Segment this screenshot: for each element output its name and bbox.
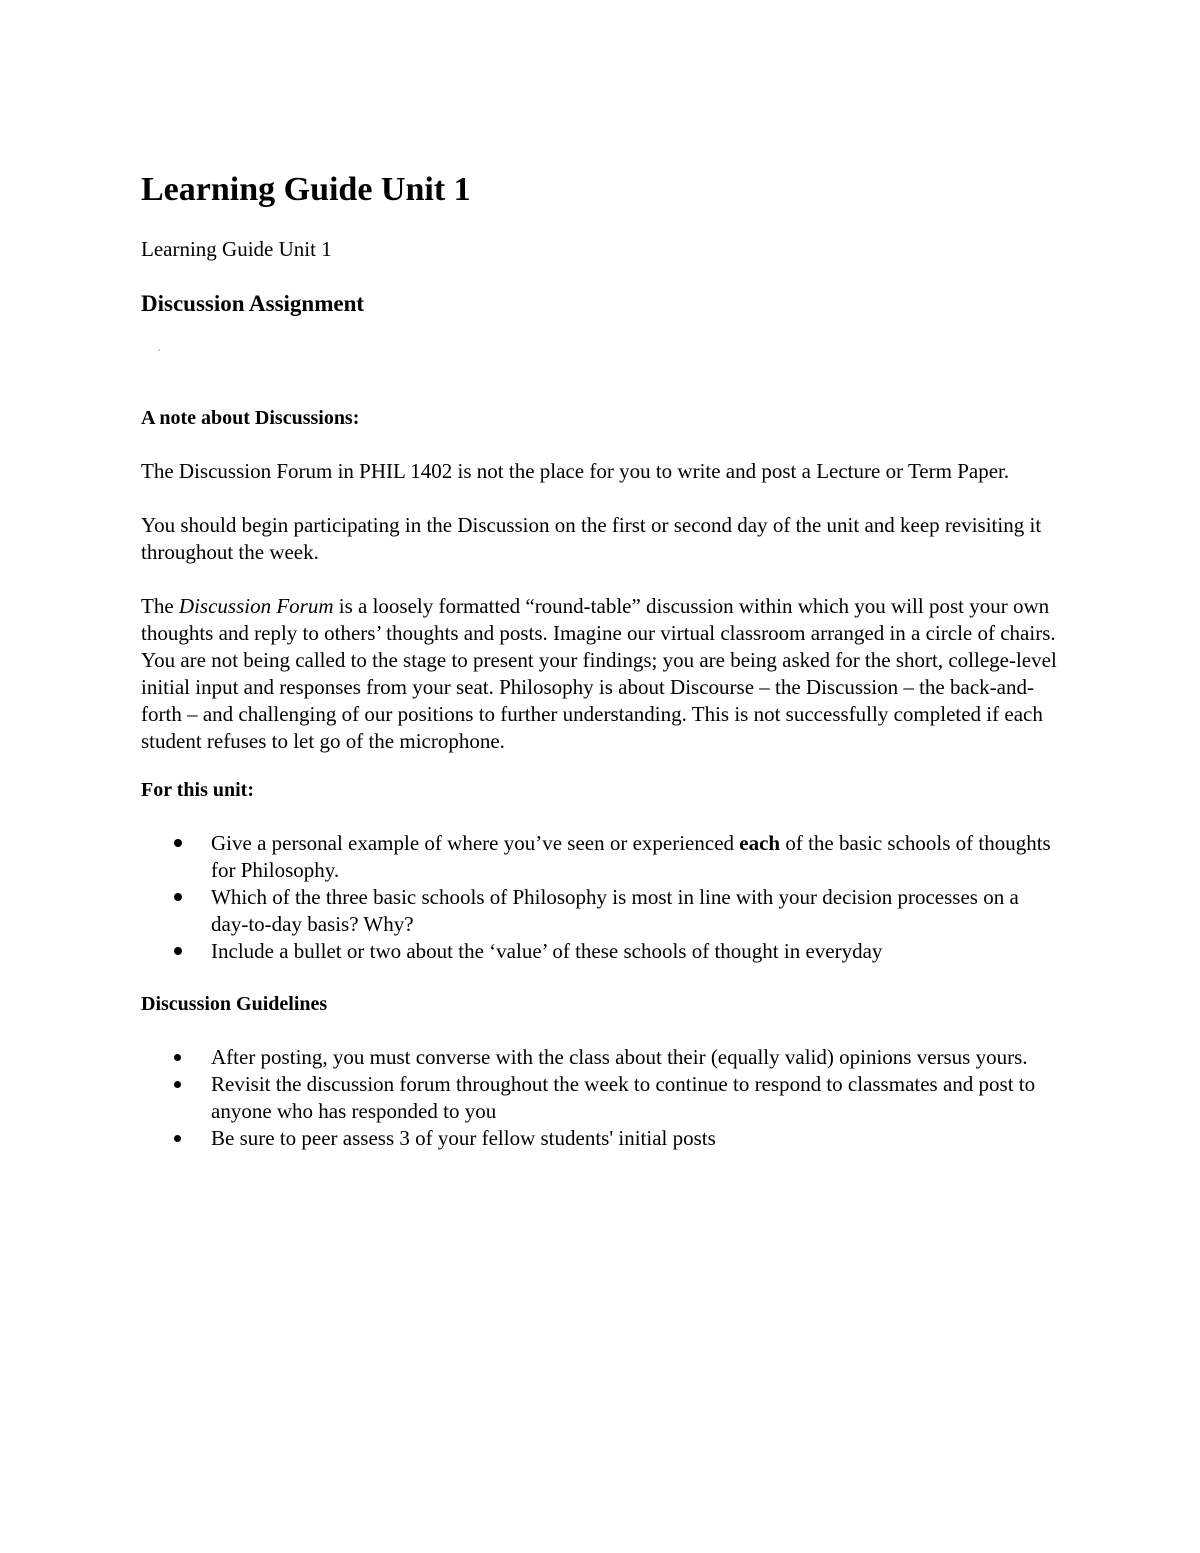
bullet-icon xyxy=(174,839,182,847)
list-item-text: Revisit the discussion forum throughout the week to continue to respond to classmates and post to anyone who has responded to you xyxy=(211,1072,1036,1123)
list-item xyxy=(141,830,1061,884)
section-heading: Discussion Assignment xyxy=(141,291,365,316)
paragraph-italic-term: Discussion Forum xyxy=(178,594,334,618)
bullet-icon xyxy=(174,893,182,901)
list-item-text: After posting, you must converse with the class about their (equally valid) opinions versus yours. xyxy=(211,1045,1028,1069)
list-item xyxy=(141,884,1061,938)
list-item-bold: each xyxy=(739,831,781,855)
list-item xyxy=(141,1044,1061,1071)
guidelines-heading: Discussion Guidelines xyxy=(141,993,328,1015)
bullet-icon xyxy=(174,1135,181,1142)
list-item xyxy=(141,1071,1061,1125)
document-content xyxy=(141,168,1061,1152)
unit-heading: For this unit: xyxy=(141,779,254,801)
guidelines-list xyxy=(141,1044,1061,1152)
bullet-icon xyxy=(174,947,182,955)
paragraph-participation: You should begin participating in the Discussion on the first or second day of the unit and keep revisiting it throughout the week. xyxy=(141,513,1042,564)
paragraph-text-start: The xyxy=(141,594,179,618)
list-item-text: Include a bullet or two about the ‘value’ of these schools of thought in everyday xyxy=(211,939,883,963)
paragraph-text-rest: is a loosely formatted “round-table” discussion within which you will post your own thoughts and reply to others’ thoughts and posts. Imagine our virtual classroom arranged in a circle of chairs. You are not being called to the stage to present your findings; you are being asked for the short, college-level initial input and responses from your seat. Philosophy is about Discourse – the Discussion – the back-and-forth – and challenging of our positions to further understanding. This is not successfully completed if each student refuses to let go of the microphone. xyxy=(141,594,1057,753)
document-subtitle: Learning Guide Unit 1 xyxy=(141,237,332,261)
list-item-text-after: of the basic schools of thoughts for Philosophy. xyxy=(211,831,1051,882)
note-heading: A note about Discussions: xyxy=(141,407,360,429)
image-placeholder-dot xyxy=(158,349,160,351)
list-item-text: Which of the three basic schools of Philosophy is most in line with your decision processes on a day-to-day basis? Why? xyxy=(211,885,1019,936)
list-item xyxy=(141,938,1061,965)
paragraph-forum-description xyxy=(141,593,1061,755)
list-item xyxy=(141,1125,1061,1152)
list-item-text-before: Give a personal example of where you’ve seen or experienced xyxy=(211,831,740,855)
list-item-text: Be sure to peer assess 3 of your fellow students' initial posts xyxy=(211,1126,716,1150)
bullet-icon xyxy=(174,1081,181,1088)
paragraph-forum-purpose: The Discussion Forum in PHIL 1402 is not the place for you to write and post a Lecture or Term Paper. xyxy=(141,459,1010,483)
unit-task-list xyxy=(141,830,1061,965)
document-title: Learning Guide Unit 1 xyxy=(141,171,471,208)
bullet-icon xyxy=(174,1054,181,1061)
